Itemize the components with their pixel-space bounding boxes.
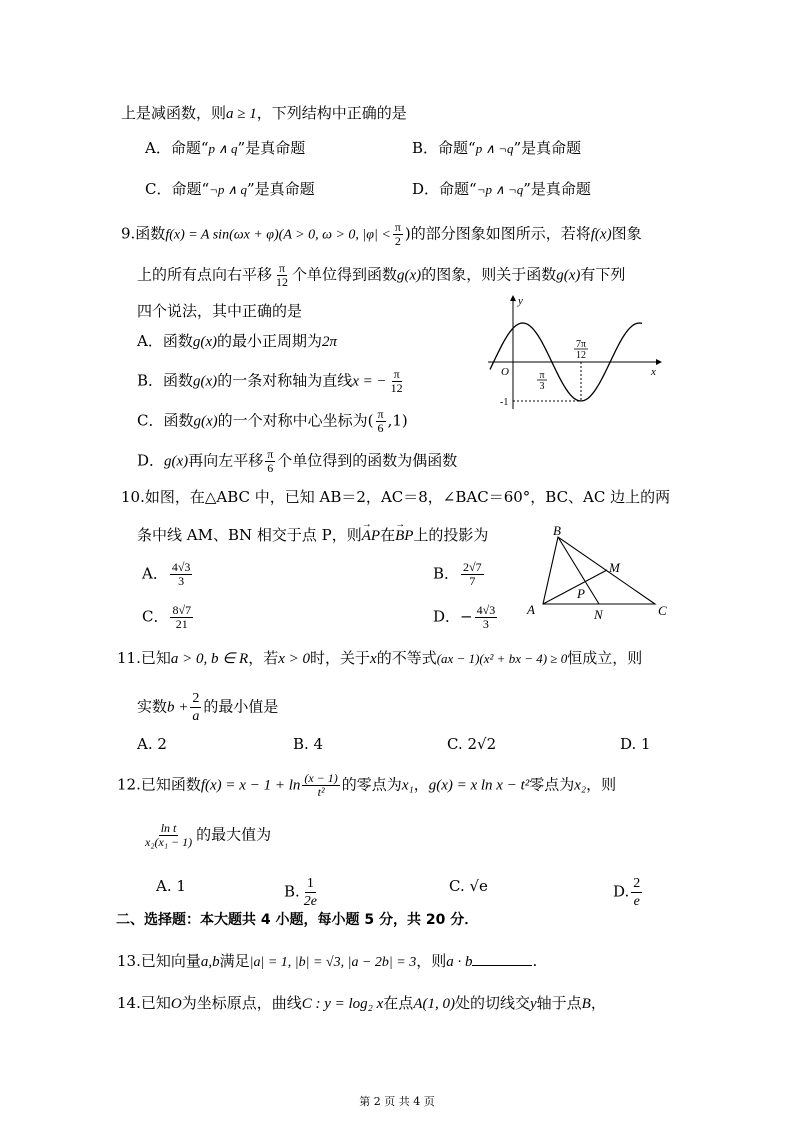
q11-option-c: C. 2√2 (447, 735, 497, 753)
q9-close: ) (404, 224, 411, 243)
q10-b-n: 2√7 (463, 560, 482, 574)
q9-fx: f(x) (590, 226, 612, 243)
q9-c-end: ,1) (387, 411, 408, 430)
q10-option-c (142, 604, 195, 631)
q12-option-a: A. 1 (156, 877, 186, 895)
q9-l1-end: 图象 (611, 224, 642, 243)
q10-a-label: A． (142, 564, 168, 583)
q8-d-suffix: ”是真命题 (523, 180, 591, 198)
q12-f-frac (302, 772, 339, 799)
q10-d-n: 4√3 (476, 603, 496, 617)
q13-dot: a · b (446, 954, 473, 970)
q8-b-expr: p ∧ ¬q (475, 141, 514, 156)
q14-e: ， (590, 994, 606, 1012)
q13-cond: |a| = 1, |b| = √3, |a − 2b| = 3 (249, 955, 417, 970)
q10-triangle-figure (522, 522, 672, 622)
q9-frac-d: 2 (394, 234, 401, 248)
q9-number: 9.函数 (121, 224, 166, 243)
q9-c-n: π (377, 407, 384, 421)
q12-target-frac (143, 822, 194, 849)
q10-c-label: C． (142, 607, 169, 626)
q8-d-label: D．命题“ (412, 180, 477, 198)
q12-x1: x₁ (401, 777, 414, 794)
graph-origin-label: O (501, 366, 509, 378)
graph-pi3-num: π (539, 370, 545, 381)
q9-b-gx: g(x) (193, 373, 218, 390)
q10-a-n: 4√3 (171, 560, 191, 574)
q14-o: O (170, 996, 182, 1012)
q11-l1-c: 时，关于 (310, 649, 371, 667)
q14-a: 为坐标原点，曲线 (181, 994, 302, 1012)
q10-c-d: 21 (175, 617, 188, 631)
q9-b-n: π (393, 367, 400, 381)
q10-d-frac (475, 604, 498, 631)
q14-y: y (529, 996, 537, 1012)
label-b: B (553, 523, 561, 538)
q10-option-a (142, 561, 194, 588)
q12-d: x₂(x₁ − 1) (145, 835, 193, 849)
q8-text-tail: ，下列结构中正确的是 (256, 104, 407, 122)
q12-l1-e: ，则 (586, 775, 617, 794)
q10-option-d (433, 604, 499, 631)
q9-option-c (137, 408, 408, 435)
triangle-abc (543, 537, 655, 604)
q9-d-n: π (267, 447, 274, 461)
q14-d: 轴于点 (536, 994, 582, 1012)
q9-option-a (137, 330, 337, 353)
q9-gx: g(x) (397, 267, 422, 284)
q12-d-label: D. (613, 882, 630, 901)
q9-gx-2: g(x) (556, 267, 581, 284)
q9-frac-n: π (394, 220, 401, 234)
q10-a-d: 3 (178, 574, 185, 588)
q12-b-d: 2e (303, 894, 318, 909)
q11-stem-line2 (137, 690, 278, 725)
q9-c-pre: C．函数 (137, 411, 194, 430)
q8-a-label: A．命题“ (145, 139, 209, 157)
q8-option-d (412, 178, 591, 201)
q12-n: ln t (160, 821, 177, 835)
q8-text: 上是减函数，则 (121, 104, 227, 122)
q10-d-sign: − (460, 607, 473, 626)
q8-cond: a ≥ 1 (226, 106, 257, 122)
q9-b-post: 的一条对称轴为直线 (217, 371, 353, 390)
q13-post: ，则 (416, 952, 447, 970)
q9-a-gx: g(x) (192, 334, 217, 350)
q9-d-d: 6 (267, 461, 274, 475)
q9-stem-line2 (137, 262, 625, 289)
q12-l2: 的最大值为 (196, 825, 272, 844)
q12-l1-d: 零点为 (529, 775, 575, 794)
section-2-heading: 二、选择题：本大题共 4 小题，每小题 5 分，共 20 分． (116, 912, 479, 928)
q9-l2-c: 的图象，则关于函数 (421, 265, 557, 284)
q11-ineq: (ax − 1)(x² + bx − 4) ≥ 0 (436, 651, 568, 666)
q10-vec-ap: → AP (362, 525, 380, 547)
q12-l1-b: 的零点为 (341, 775, 402, 794)
label-m: M (609, 560, 620, 575)
q8-c-suffix: ”是真命题 (246, 180, 315, 198)
q8-d-expr: ¬p ∧ ¬q (476, 182, 524, 197)
q12-option-c: C. √e (449, 877, 488, 895)
q14-stem (117, 992, 606, 1015)
q11-l1-d: 的不等式 (376, 649, 437, 667)
q9-c-frac (376, 408, 386, 435)
x-axis-arrow (656, 359, 662, 365)
q9-a-val: 2π (322, 334, 338, 350)
graph-7pi12-den: 12 (576, 350, 586, 361)
page-footer: 第 2 页 共 4 页 (359, 1095, 435, 1108)
q9-shift-d: 12 (276, 275, 289, 289)
q9-d-pre: D． (137, 451, 165, 470)
q9-c-gx: g(x) (193, 413, 218, 430)
q14-pre: 14.已知 (117, 994, 171, 1012)
q14-B: B (581, 996, 591, 1012)
q10-d-d: 3 (482, 617, 489, 631)
q8-b-label: B．命题“ (412, 139, 476, 157)
q12-stem-line2 (141, 822, 271, 849)
q11-d: a (192, 709, 200, 724)
q12-l1-a: 12.已知函数 (117, 775, 201, 794)
q12-d-d: e (633, 894, 640, 909)
q14-b: 在点 (383, 994, 414, 1012)
q9-c-d: 6 (377, 421, 384, 435)
q11-l2-a: 实数 (137, 697, 168, 716)
q9-d-post: 再向左平移 (188, 451, 264, 470)
q9-d-gx: g(x) (164, 453, 189, 470)
q12-stem-line1 (117, 772, 616, 799)
q9-pi-half (393, 221, 403, 248)
q11-l1-a: 11.已知 (117, 649, 171, 667)
graph-y-label: y (518, 295, 523, 307)
q11-x: x (370, 651, 377, 667)
q12-g: g(x) = x ln x − t² (428, 777, 530, 794)
graph-7pi12-num: 7π (575, 339, 587, 350)
q10-option-b (433, 561, 486, 588)
q10-c-n: 8√7 (172, 603, 192, 617)
q10-vec-bp: → BP (395, 525, 413, 547)
q9-l2-d: 有下列 (580, 265, 626, 284)
q8-c-label: C．命题“ (145, 180, 210, 198)
q13-stem (117, 950, 537, 974)
q11-expr-b: b + (167, 699, 189, 716)
q12-fd: t² (317, 785, 325, 799)
q10-b-frac (461, 561, 484, 588)
q11-l2-b: 的最小值是 (203, 697, 279, 716)
q12-option-b (284, 875, 321, 910)
q13-answer-blank[interactable] (472, 951, 532, 966)
q10-b-label: B． (433, 564, 460, 583)
label-c: C (658, 603, 667, 618)
q9-option-b (137, 368, 407, 395)
q9-sine-graph (484, 293, 664, 413)
q9-shift (274, 262, 290, 289)
label-a: A (527, 602, 535, 617)
q12-d-n: 2 (633, 876, 641, 891)
q10-l2-a: 条中线 AM、BN 相交于点 P，则 (137, 526, 362, 544)
q8-a-suffix: ”是真命题 (237, 139, 306, 157)
q10-b-d: 7 (469, 574, 476, 588)
q8-option-b (412, 137, 581, 160)
y-axis-arrow (510, 295, 516, 301)
q11-option-b: B. 4 (293, 735, 324, 753)
graph-minus1-label: -1 (500, 397, 509, 408)
q9-stem-line3: 四个说法，其中正确的是 (137, 302, 303, 320)
q9-a-pre: A．函数 (137, 332, 193, 350)
q8-b-suffix: ”是真命题 (513, 139, 582, 157)
q8-option-c (145, 178, 315, 201)
q10-stem-line1: 10.如图，在△ABC 中，已知 AB＝2，AC＝8，∠BAC＝60°，BC、AC 边上的两 (121, 488, 671, 506)
q12-fn: (x − 1) (304, 771, 338, 785)
q12-d-frac (631, 875, 642, 910)
q11-stem-line1 (117, 647, 642, 670)
q12-b-label: B. (284, 882, 300, 901)
q12-l1-c: ， (413, 775, 429, 794)
q13-end: . (532, 952, 538, 970)
q8-option-a (145, 137, 305, 160)
q13-ab: a,b (200, 954, 220, 970)
q8-stem (121, 102, 407, 125)
q10-l2-b: 在 (380, 526, 396, 544)
q11-frac (190, 690, 201, 725)
q14-c: 处的切线交 (454, 994, 530, 1012)
q14-curve: C : y = log₂ x (301, 996, 384, 1012)
q9-c-post: 的一个对称中心坐标为( (217, 411, 374, 430)
q9-l2-a: 上的所有点向右平移 (137, 265, 273, 284)
q9-d-end: 个单位得到的函数为偶函数 (277, 451, 458, 470)
q11-option-d: D. 1 (620, 735, 651, 753)
q12-b-frac (302, 875, 319, 910)
q13-mid: 满足 (219, 952, 250, 970)
q13-pre: 13.已知向量 (117, 952, 201, 970)
q12-x2: x₂ (574, 777, 587, 794)
q12-b-n: 1 (306, 876, 314, 891)
q9-d-frac (265, 448, 275, 475)
q11-l1-b: ，若 (248, 649, 279, 667)
q10-stem-line2 (137, 524, 488, 547)
q11-cond2: x > 0 (278, 651, 311, 667)
q8-a-expr: p ∧ q (208, 141, 238, 156)
q10-a-frac (170, 561, 193, 588)
median-am (543, 570, 607, 604)
q9-func: f(x) = A sin(ωx + φ)(A > 0, ω > 0, |φ| < (165, 227, 391, 243)
q9-b-pre: B．函数 (137, 371, 194, 390)
q11-l1-e: 恒成立，则 (567, 649, 643, 667)
graph-x-label: x (651, 366, 656, 378)
q14-pt: A(1, 0) (413, 996, 455, 1012)
q9-shift-n: π (278, 261, 286, 275)
q11-option-a: A. 2 (137, 735, 167, 753)
q9-b-eq: x = − (352, 373, 387, 390)
q10-d-label: D． (433, 607, 461, 626)
q11-n: 2 (192, 691, 200, 706)
q8-c-expr: ¬p ∧ q (209, 182, 247, 197)
q9-option-d (137, 448, 457, 475)
q9-b-d: 12 (390, 381, 403, 395)
q11-cond: a > 0, b ∈ R (170, 651, 249, 667)
label-n: N (594, 607, 603, 622)
q9-b-frac (389, 368, 405, 395)
q10-l2-c: 上的投影为 (413, 526, 489, 544)
q9-l1-tail: 的部分图象如图所示，若将 (410, 224, 591, 243)
q12-option-d (613, 875, 644, 910)
q9-a-post: 的最小正周期为 (217, 332, 323, 350)
q9-stem-line1 (121, 221, 642, 248)
graph-pi3-den: 3 (539, 381, 545, 392)
label-p: P (577, 586, 585, 601)
q10-c-frac (170, 604, 193, 631)
q12-f: f(x) = x − 1 + ln (200, 777, 301, 794)
q9-l2-b: 个单位得到函数 (292, 265, 398, 284)
